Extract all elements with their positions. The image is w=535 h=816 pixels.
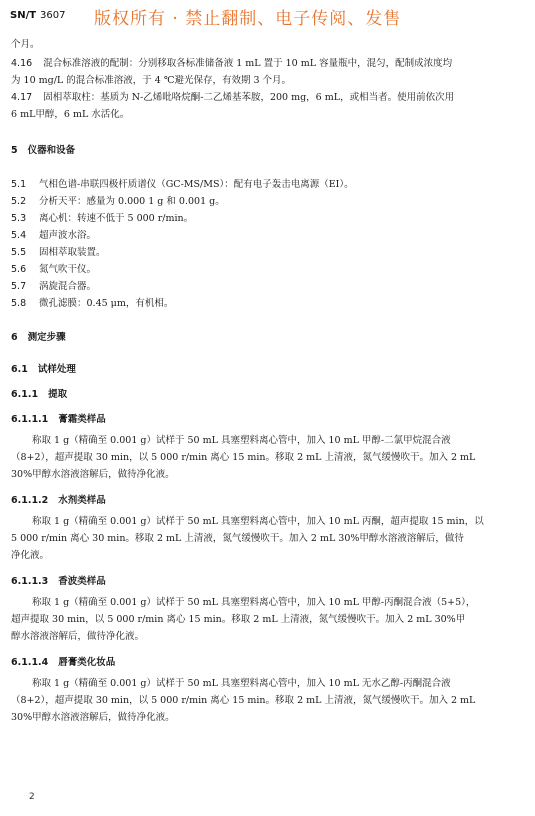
paragraph-line: 称取 1 g（精确至 0.001 g）试样于 50 mL 具塞塑料离心管中，加入 10 mL 甲醇-二氯甲烷混合液 bbox=[32, 435, 451, 446]
section-5-heading bbox=[11, 142, 525, 159]
list-item bbox=[11, 244, 525, 261]
page-header bbox=[10, 6, 530, 32]
paragraph-line: 超声提取 30 min，以 5 000 r/min 离心 15 min。移取 2 mL 上清液，氮气缓慢吹干。加入 2 mL 30%甲 bbox=[11, 614, 466, 625]
list-item bbox=[11, 278, 525, 295]
item-text: 气相色谱-串联四极杆质谱仪（GC-MS/MS）：配有电子轰击电离源（EI）。 bbox=[39, 179, 354, 190]
item-text: 微孔滤膜：0.45 μm，有机相。 bbox=[39, 298, 174, 309]
clause-number: 4.16 bbox=[11, 58, 33, 69]
clause-4-16 bbox=[11, 55, 525, 89]
item-text: 离心机：转速不低于 5 000 r/min。 bbox=[39, 213, 194, 224]
clause-title: 膏霜类样品 bbox=[58, 414, 106, 425]
paragraph-line: 称取 1 g（精确至 0.001 g）试样于 50 mL 具塞塑料离心管中，加入 10 mL 丙酮，超声提取 15 min，以 bbox=[32, 516, 484, 527]
item-text: 涡旋混合器。 bbox=[39, 281, 97, 292]
copyright-watermark: 版权所有 · 禁止翻制、电子传阅、发售 bbox=[94, 9, 402, 29]
clause-6-1-1-4-heading bbox=[11, 654, 525, 671]
paragraph-line: （8+2），超声提取 30 min，以 5 000 r/min 离心 15 min。移取 2 mL 上清液，氮气缓慢吹干。加入 2 mL bbox=[11, 452, 476, 463]
clause-6-1-1-3-body bbox=[11, 594, 525, 645]
clause-number: 6.1.1.3 bbox=[11, 576, 49, 587]
standard-code: 3607 bbox=[40, 10, 66, 21]
list-item bbox=[11, 176, 525, 193]
paragraph-line: 5 000 r/min 离心 30 min。移取 2 mL 上清液，氮气缓慢吹干。加入 2 mL 30%甲醇水溶液溶解后，做待 bbox=[11, 533, 464, 544]
item-number: 5.5 bbox=[11, 247, 27, 258]
document-body bbox=[11, 36, 525, 726]
item-number: 5.6 bbox=[11, 264, 27, 275]
item-number: 5.2 bbox=[11, 196, 27, 207]
item-number: 5.8 bbox=[11, 298, 27, 309]
subsection-title: 提取 bbox=[48, 389, 68, 400]
subsection-6-1-heading bbox=[11, 361, 525, 378]
section-6-heading bbox=[11, 329, 525, 346]
paragraph-line: 称取 1 g（精确至 0.001 g）试样于 50 mL 具塞塑料离心管中，加入 10 mL 无水乙醇-丙酮混合液 bbox=[32, 678, 451, 689]
item-text: 分析天平：感量为 0.000 1 g 和 0.001 g。 bbox=[39, 196, 225, 207]
clause-6-1-1-2-heading bbox=[11, 492, 525, 509]
clause-6-1-1-1-body bbox=[11, 432, 525, 483]
item-text: 超声波水浴。 bbox=[39, 230, 97, 241]
paragraph-line: （8+2），超声提取 30 min，以 5 000 r/min 离心 15 min。移取 2 mL 上清液，氮气缓慢吹干。加入 2 mL bbox=[11, 695, 476, 706]
section-title: 仪器和设备 bbox=[27, 145, 76, 156]
paragraph-line: 净化液。 bbox=[11, 550, 50, 561]
list-item bbox=[11, 295, 525, 312]
item-text: 固相萃取装置。 bbox=[39, 247, 106, 258]
list-item bbox=[11, 210, 525, 227]
clause-text: 混合标准溶液的配制：分别移取各标准储备液 1 mL 置于 10 mL 容量瓶中，混匀，配制成浓度均 bbox=[43, 58, 453, 69]
subsection-6-1-1-heading bbox=[11, 386, 525, 403]
clause-4-17 bbox=[11, 89, 525, 123]
list-item bbox=[11, 261, 525, 278]
section-5-list bbox=[11, 176, 525, 312]
clause-6-1-1-3-heading bbox=[11, 573, 525, 590]
clause-number: 6.1.1.1 bbox=[11, 414, 49, 425]
item-text: 氮气吹干仪。 bbox=[39, 264, 97, 275]
clause-title: 香波类样品 bbox=[58, 576, 106, 587]
clause-text: 固相萃取柱：基质为 N-乙烯吡咯烷酮-二乙烯基苯胺，200 mg，6 mL，或相当者。使用前依次用 bbox=[43, 92, 455, 103]
section-number: 5 bbox=[11, 145, 18, 156]
clause-number: 4.17 bbox=[11, 92, 33, 103]
item-number: 5.7 bbox=[11, 281, 27, 292]
clause-number: 6.1.1.4 bbox=[11, 657, 49, 668]
clause-6-1-1-2-body bbox=[11, 513, 525, 564]
section-number: 6 bbox=[11, 332, 18, 343]
clause-6-1-1-1-heading bbox=[11, 411, 525, 428]
list-item bbox=[11, 193, 525, 210]
subsection-number: 6.1 bbox=[11, 364, 28, 375]
page-number: 2 bbox=[29, 792, 35, 802]
clause-number: 6.1.1.2 bbox=[11, 495, 49, 506]
standard-number bbox=[10, 10, 66, 21]
clause-6-1-1-4-body bbox=[11, 675, 525, 726]
list-item bbox=[11, 227, 525, 244]
clause-title: 唇膏类化妆品 bbox=[58, 657, 116, 668]
item-number: 5.3 bbox=[11, 213, 27, 224]
item-number: 5.1 bbox=[11, 179, 27, 190]
paragraph-line: 30%甲醇水溶液溶解后，做待净化液。 bbox=[11, 712, 175, 723]
section-title: 测定步骤 bbox=[27, 332, 66, 343]
clause-text-cont: 6 mL甲醇，6 mL 水活化。 bbox=[11, 109, 130, 120]
paragraph-line: 醇水溶液溶解后，做待净化液。 bbox=[11, 631, 145, 642]
standard-prefix: SN/T bbox=[10, 10, 37, 21]
paragraph-line: 30%甲醇水溶液溶解后，做待净化液。 bbox=[11, 469, 175, 480]
subsection-title: 试样处理 bbox=[37, 364, 76, 375]
paragraph-line: 称取 1 g（精确至 0.001 g）试样于 50 mL 具塞塑料离心管中，加入 10 mL 甲醇-丙酮混合液（5+5）， bbox=[32, 597, 476, 608]
subsection-number: 6.1.1 bbox=[11, 389, 39, 400]
clause-title: 水剂类样品 bbox=[58, 495, 106, 506]
clause-text-cont: 为 10 mg/L 的混合标准溶液，于 4 ℃避光保存，有效期 3 个月。 bbox=[11, 75, 292, 86]
continued-line: 个月。 bbox=[11, 39, 40, 50]
item-number: 5.4 bbox=[11, 230, 27, 241]
